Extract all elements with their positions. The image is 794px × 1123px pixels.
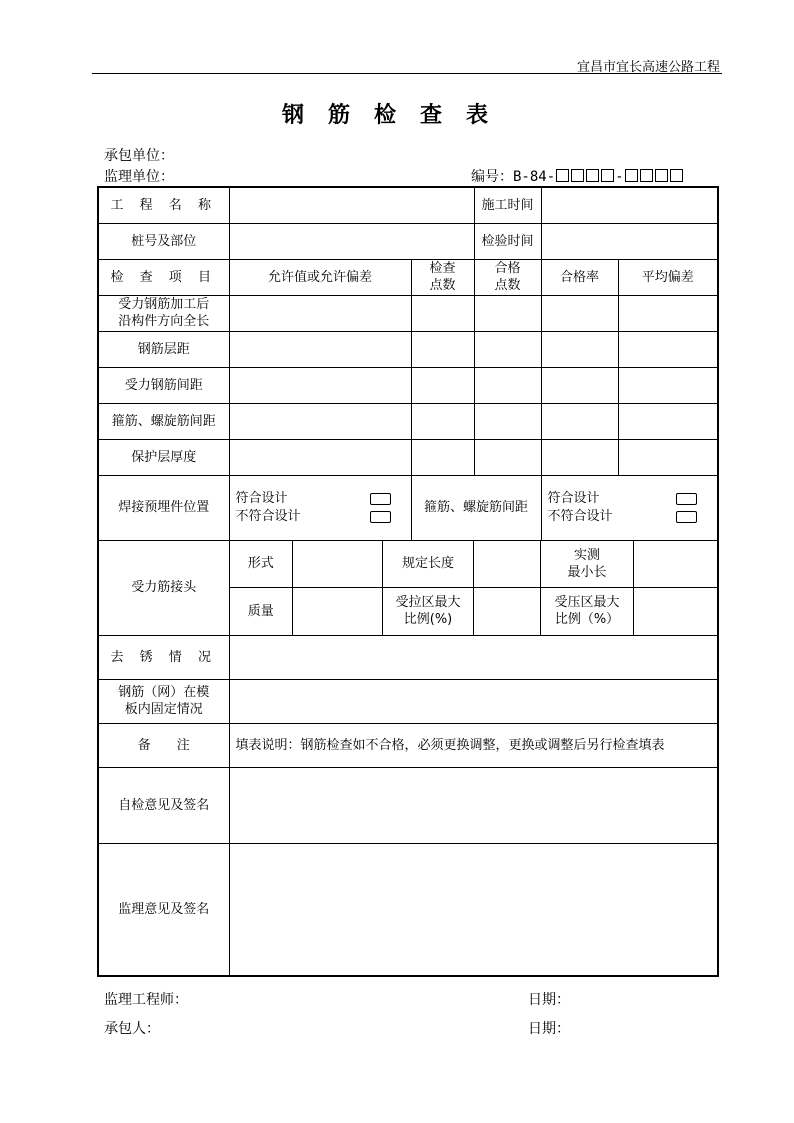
- cell[interactable]: [618, 331, 718, 367]
- date-label: 日期：: [528, 1021, 570, 1037]
- cell[interactable]: [411, 295, 474, 331]
- cell[interactable]: [411, 403, 474, 439]
- stirrup-spacing-label: 箍筋、螺旋筋间距: [411, 475, 541, 540]
- number-box: [625, 169, 638, 182]
- supervisor-unit-label: 监理单位：: [104, 169, 174, 185]
- cell[interactable]: [411, 367, 474, 403]
- self-check-label: 自检意见及签名: [98, 767, 229, 843]
- inspection-time-field[interactable]: [541, 223, 718, 259]
- cell[interactable]: [229, 403, 411, 439]
- cell[interactable]: [229, 439, 411, 475]
- form-type-label: 形式: [230, 541, 293, 588]
- remark-text: 填表说明：钢筋检查如不合格，必须更换调整，更换或调整后另行检查填表: [229, 723, 718, 767]
- tension-ratio-field[interactable]: [474, 588, 541, 635]
- cell[interactable]: [474, 367, 541, 403]
- tension-ratio-label: 受拉区最大 比例(%): [383, 588, 474, 635]
- inspection-time-label: 检验时间: [474, 223, 541, 259]
- fixing-field[interactable]: [229, 679, 718, 723]
- cell[interactable]: [229, 367, 411, 403]
- joint-details: [229, 540, 718, 635]
- rust-removal-label: 去 锈 情 况: [98, 635, 229, 679]
- number-box: [640, 169, 653, 182]
- row-label: 钢筋层距: [98, 331, 229, 367]
- conform-checkbox[interactable]: [676, 493, 697, 505]
- inspection-table: [97, 186, 719, 977]
- contractor-unit-label: 承包单位：: [104, 148, 174, 164]
- supervision-field[interactable]: [229, 843, 718, 976]
- number-box: [655, 169, 668, 182]
- cell[interactable]: [474, 439, 541, 475]
- form-number: [471, 166, 684, 186]
- page-title: 钢筋检查表: [281, 102, 512, 128]
- project-name-field[interactable]: [229, 187, 474, 223]
- quality-field[interactable]: [293, 588, 383, 635]
- cell[interactable]: [541, 403, 618, 439]
- number-box: [586, 169, 599, 182]
- weld-position-label: 焊接预埋件位置: [98, 475, 229, 540]
- cell[interactable]: [474, 403, 541, 439]
- project-name-label: 工 程 名 称: [98, 187, 229, 223]
- project-name: 宜昌市宜长高速公路工程: [576, 60, 720, 75]
- date-label: 日期：: [528, 992, 570, 1008]
- measured-min-label: 实测 最小长: [541, 541, 634, 588]
- col-header-allow: 允许值或允许偏差: [229, 259, 411, 295]
- row-label: 箍筋、螺旋筋间距: [98, 403, 229, 439]
- measured-min-field[interactable]: [634, 541, 718, 588]
- number-box: [601, 169, 614, 182]
- number-box: [556, 169, 569, 182]
- nonconform-checkbox[interactable]: [370, 511, 391, 523]
- stirrup-spacing-choices: [541, 475, 718, 540]
- supervision-label: 监理意见及签名: [98, 843, 229, 976]
- conform-label: 符合设计: [547, 490, 600, 506]
- nonconform-checkbox[interactable]: [676, 511, 697, 523]
- engineer-label: 监理工程师：: [104, 992, 188, 1008]
- conform-checkbox[interactable]: [370, 493, 391, 505]
- header-divider: [92, 73, 722, 74]
- col-header-rate: 合格率: [541, 259, 618, 295]
- col-header-item: 检 查 项 目: [98, 259, 229, 295]
- cell[interactable]: [618, 295, 718, 331]
- joint-label: 受力筋接头: [98, 540, 229, 635]
- col-header-pass-points: 合格 点数: [474, 259, 541, 295]
- construction-time-label: 施工时间: [474, 187, 541, 223]
- self-check-field[interactable]: [229, 767, 718, 843]
- cell[interactable]: [618, 367, 718, 403]
- nonconform-label: 不符合设计: [547, 508, 613, 524]
- cell[interactable]: [411, 331, 474, 367]
- joint-subtable: [230, 541, 718, 635]
- number-box: [571, 169, 584, 182]
- nonconform-label: 不符合设计: [235, 508, 301, 524]
- cell[interactable]: [541, 331, 618, 367]
- contractor-signer-label: 承包人：: [104, 1021, 160, 1037]
- cell[interactable]: [618, 403, 718, 439]
- form-type-field[interactable]: [293, 541, 383, 588]
- row-label: 保护层厚度: [98, 439, 229, 475]
- station-label: 桩号及部位: [98, 223, 229, 259]
- cell[interactable]: [541, 367, 618, 403]
- cell[interactable]: [541, 439, 618, 475]
- remark-label: 备 注: [98, 723, 229, 767]
- form-number-label: 编号：: [471, 169, 513, 185]
- cell[interactable]: [541, 295, 618, 331]
- form-number-prefix: B-84-: [513, 169, 556, 185]
- col-header-points: 检查 点数: [411, 259, 474, 295]
- construction-time-field[interactable]: [541, 187, 718, 223]
- fixing-label: 钢筋（网）在模 板内固定情况: [98, 679, 229, 723]
- cell[interactable]: [618, 439, 718, 475]
- spec-length-label: 规定长度: [383, 541, 474, 588]
- number-box: [670, 169, 683, 182]
- cell[interactable]: [229, 295, 411, 331]
- cell[interactable]: [229, 331, 411, 367]
- form-number-sep: -: [615, 169, 624, 185]
- cell[interactable]: [474, 331, 541, 367]
- col-header-avg: 平均偏差: [618, 259, 718, 295]
- spec-length-field[interactable]: [474, 541, 541, 588]
- compress-ratio-field[interactable]: [634, 588, 718, 635]
- conform-label: 符合设计: [235, 490, 288, 506]
- station-field[interactable]: [229, 223, 474, 259]
- row-label: 受力钢筋加工后 沿构件方向全长: [98, 295, 229, 331]
- row-label: 受力钢筋间距: [98, 367, 229, 403]
- rust-removal-field[interactable]: [229, 635, 718, 679]
- cell[interactable]: [411, 439, 474, 475]
- quality-label: 质量: [230, 588, 293, 635]
- weld-position-choices: [229, 475, 411, 540]
- cell[interactable]: [474, 295, 541, 331]
- compress-ratio-label: 受压区最大 比例（%）: [541, 588, 634, 635]
